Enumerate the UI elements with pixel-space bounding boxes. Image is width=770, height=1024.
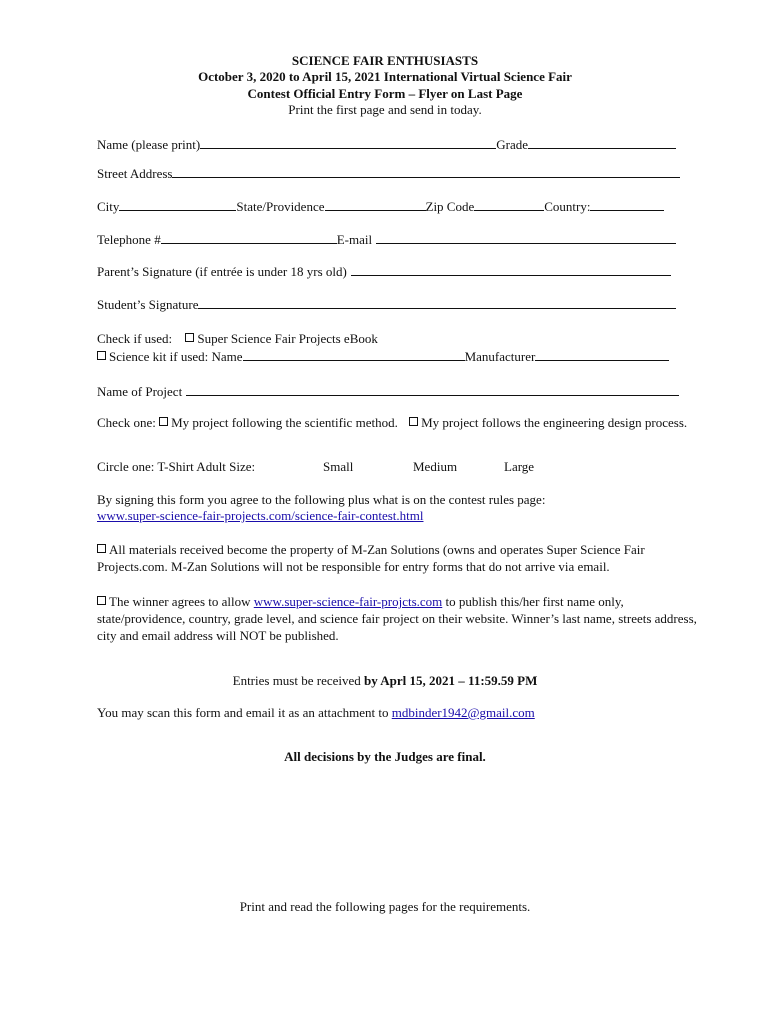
city-field[interactable] xyxy=(119,197,236,211)
name-field[interactable] xyxy=(200,135,496,149)
scientific-method-checkbox[interactable] xyxy=(159,417,168,426)
materials-clause xyxy=(97,541,697,575)
contact-email-link[interactable]: mdbinder1942@gmail.com xyxy=(391,705,535,720)
project-name-label: Name of Project xyxy=(97,384,183,399)
contest-rules-link[interactable]: www.super-science-fair-projects.com/science-fair-contest.html xyxy=(97,508,424,523)
science-kit-name-field[interactable] xyxy=(243,347,465,361)
grade-label: Grade xyxy=(496,137,528,152)
tshirt-size-large[interactable]: Large xyxy=(504,459,535,474)
materials-text: All materials received become the property of M-Zan Solutions (owns and operates Super Science Fair Projects.com. M-Zan Solutions will not be responsible for entry forms that do not arrive via email. xyxy=(97,542,645,574)
street-field[interactable] xyxy=(172,164,680,178)
check-one-row xyxy=(97,415,687,431)
zip-field[interactable] xyxy=(474,197,544,211)
street-label: Street Address xyxy=(97,166,173,181)
email-label: E-mail xyxy=(336,232,373,247)
city-label: City xyxy=(97,199,120,214)
contest-dates: October 3, 2020 to April 15, 2021 International Virtual Science Fair xyxy=(198,69,572,84)
street-row xyxy=(97,164,680,182)
tshirt-label: Circle one: T-Shirt Adult Size: xyxy=(97,459,256,474)
science-kit-checkbox[interactable] xyxy=(97,351,106,360)
student-signature-field[interactable] xyxy=(198,295,676,309)
scientific-method-label: My project following the scientific method. xyxy=(171,415,398,430)
footer-note: Print and read the following pages for the requirements. xyxy=(239,899,531,914)
grade-field[interactable] xyxy=(528,135,676,149)
email-field[interactable] xyxy=(376,230,676,244)
scan-text: You may scan this form and email it as an attachment to xyxy=(97,705,389,720)
telephone-label: Telephone # xyxy=(97,232,161,247)
agreement-intro: By signing this form you agree to the following plus what is on the contest rules page: xyxy=(97,492,546,507)
name-label: Name (please print) xyxy=(97,137,201,152)
parent-signature-label: Parent’s Signature (if entrée is under 18 yrs old) xyxy=(97,264,347,279)
manufacturer-field[interactable] xyxy=(535,347,669,361)
rules-link-row xyxy=(97,508,423,524)
scan-row xyxy=(97,705,535,721)
winner-checkbox[interactable] xyxy=(97,596,106,605)
telephone-field[interactable] xyxy=(161,230,337,244)
engineering-design-checkbox[interactable] xyxy=(409,417,418,426)
winner-clause xyxy=(97,593,697,644)
zip-label: Zip Code xyxy=(425,199,475,214)
country-field[interactable] xyxy=(590,197,664,211)
ebook-label: Super Science Fair Projects eBook xyxy=(197,331,378,346)
engineering-design-label: My project follows the engineering design process. xyxy=(421,415,688,430)
winner-text-pre: The winner agrees to allow xyxy=(109,594,251,609)
deadline-row xyxy=(0,673,770,689)
parent-signature-field[interactable] xyxy=(351,262,671,276)
state-field[interactable] xyxy=(325,197,426,211)
science-kit-row xyxy=(97,347,669,365)
manufacturer-label: Manufacturer xyxy=(464,349,536,364)
phone-row xyxy=(97,230,676,248)
country-label: Country: xyxy=(544,199,591,214)
project-name-row xyxy=(97,382,679,400)
deadline-pre: Entries must be received xyxy=(232,673,361,688)
tshirt-size-medium[interactable]: Medium xyxy=(413,459,458,474)
check-one-label: Check one: xyxy=(97,415,156,430)
project-name-field[interactable] xyxy=(186,382,679,396)
website-link[interactable]: www.super-science-fair-projcts.com xyxy=(253,594,443,609)
city-row xyxy=(97,197,664,215)
science-kit-label: Science kit if used: Name xyxy=(109,349,243,364)
deadline-date: by Aprl 15, 2021 – 11:59.59 PM xyxy=(364,673,538,688)
check-if-used-row xyxy=(97,331,378,347)
tshirt-size-small[interactable]: Small xyxy=(323,459,354,474)
ebook-checkbox[interactable] xyxy=(185,333,194,342)
check-if-used-label: Check if used: xyxy=(97,331,173,346)
winner-text-post: to publish this/her first name only, state/providence, country, grade level, and science fair project on their website. Winner’s last name, streets address, city and email address will NOT be published. xyxy=(97,594,697,643)
student-signature-row xyxy=(97,295,676,313)
judges-final-note: All decisions by the Judges are final. xyxy=(284,749,486,764)
student-signature-label: Student’s Signature xyxy=(97,297,199,312)
state-label: State/Providence xyxy=(236,199,325,214)
materials-checkbox[interactable] xyxy=(97,544,106,553)
print-instruction: Print the first page and send in today. xyxy=(288,102,482,117)
form-subtitle: Contest Official Entry Form – Flyer on Last Page xyxy=(247,86,523,101)
parent-signature-row xyxy=(97,262,671,280)
form-title: SCIENCE FAIR ENTHUSIASTS xyxy=(291,53,479,68)
name-grade-row xyxy=(97,135,676,153)
